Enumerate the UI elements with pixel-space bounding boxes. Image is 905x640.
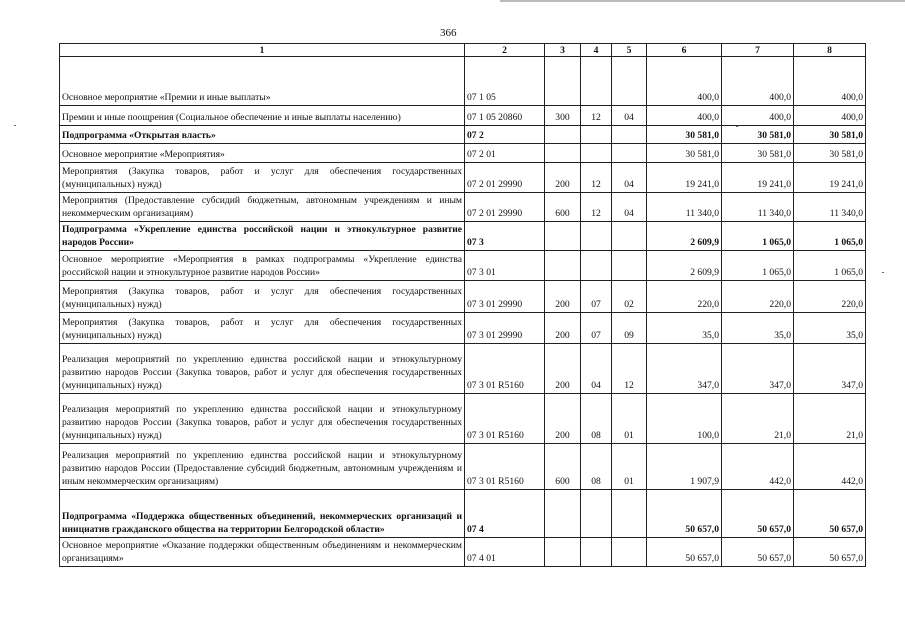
row-code: 07 3 [465, 222, 545, 251]
row-name: Реализация мероприятий по укреплению единства российской нации и этнокультурному развитию народов России (Закупка товаров, работ и услуг для обеспечения государственных (муниципальных) нужд) [60, 394, 465, 444]
row-amount-year1: 11 340,0 [647, 193, 722, 222]
row-section [581, 538, 612, 567]
scan-speck [736, 126, 738, 127]
row-amount-year1: 220,0 [647, 281, 722, 313]
row-amount-year3: 1 065,0 [794, 222, 866, 251]
row-amount-year2: 400,0 [722, 106, 794, 126]
row-section: 12 [581, 106, 612, 126]
row-code: 07 4 01 [465, 538, 545, 567]
table-row [60, 126, 866, 144]
row-name: Реализация мероприятий по укреплению единства российской нации и этнокультурному развитию народов России (Предоставление субсидий бюджетным, автономным учреждениям и иным некоммерческим организациям) [60, 444, 465, 490]
row-amount-year3: 21,0 [794, 394, 866, 444]
row-amount-year3: 50 657,0 [794, 490, 866, 538]
row-name: Основное мероприятие «Мероприятия» [60, 144, 465, 163]
row-name: Основное мероприятие «Оказание поддержки общественным объединениям и некоммерческим организациям» [60, 538, 465, 567]
row-amount-year1: 2 609,9 [647, 222, 722, 251]
row-amount-year2: 21,0 [722, 394, 794, 444]
table-row [60, 538, 866, 567]
row-amount-year3: 400,0 [794, 57, 866, 106]
table-row [60, 313, 866, 344]
col-header-6: 6 [647, 44, 722, 57]
row-expense-type: 300 [545, 106, 581, 126]
row-expense-type: 200 [545, 344, 581, 394]
row-section: 08 [581, 394, 612, 444]
row-amount-year3: 1 065,0 [794, 251, 866, 281]
row-expense-type [545, 144, 581, 163]
row-amount-year2: 35,0 [722, 313, 794, 344]
row-expense-type [545, 490, 581, 538]
scan-speck [882, 272, 884, 273]
row-expense-type [545, 251, 581, 281]
row-name: Подпрограмма «Укрепление единства российской нации и этнокультурное развитие народов России» [60, 222, 465, 251]
col-header-4: 4 [581, 44, 612, 57]
row-name: Премии и иные поощрения (Социальное обеспечение и иные выплаты населению) [60, 106, 465, 126]
row-code: 07 2 [465, 126, 545, 144]
row-expense-type: 200 [545, 394, 581, 444]
row-amount-year1: 35,0 [647, 313, 722, 344]
row-amount-year3: 35,0 [794, 313, 866, 344]
row-code: 07 2 01 [465, 144, 545, 163]
table-row [60, 281, 866, 313]
row-amount-year3: 220,0 [794, 281, 866, 313]
row-code: 07 3 01 R5160 [465, 444, 545, 490]
row-section [581, 251, 612, 281]
col-header-3: 3 [545, 44, 581, 57]
row-amount-year2: 1 065,0 [722, 251, 794, 281]
row-code: 07 3 01 [465, 251, 545, 281]
row-name: Мероприятия (Закупка товаров, работ и услуг для обеспечения государственных (муниципальных) нужд) [60, 313, 465, 344]
table-row [60, 251, 866, 281]
row-amount-year2: 442,0 [722, 444, 794, 490]
row-amount-year1: 50 657,0 [647, 538, 722, 567]
column-number-row [60, 44, 866, 57]
row-amount-year3: 50 657,0 [794, 538, 866, 567]
table-row [60, 106, 866, 126]
row-name: Подпрограмма «Поддержка общественных объединений, некоммерческих организаций и инициатив гражданского общества на территории Белгородской области» [60, 490, 465, 538]
row-section: 08 [581, 444, 612, 490]
col-header-7: 7 [722, 44, 794, 57]
row-amount-year1: 400,0 [647, 106, 722, 126]
scan-speck [14, 125, 16, 126]
row-amount-year3: 30 581,0 [794, 144, 866, 163]
row-subsection: 02 [612, 281, 647, 313]
row-amount-year1: 100,0 [647, 394, 722, 444]
row-section: 12 [581, 193, 612, 222]
row-code: 07 1 05 20860 [465, 106, 545, 126]
row-amount-year1: 347,0 [647, 344, 722, 394]
row-code: 07 3 01 29990 [465, 313, 545, 344]
row-amount-year2: 30 581,0 [722, 144, 794, 163]
row-amount-year2: 30 581,0 [722, 126, 794, 144]
col-header-8: 8 [794, 44, 866, 57]
row-expense-type: 200 [545, 281, 581, 313]
row-name: Основное мероприятие «Премии и иные выплаты» [60, 57, 465, 106]
row-amount-year3: 442,0 [794, 444, 866, 490]
row-amount-year2: 400,0 [722, 57, 794, 106]
table-row [60, 144, 866, 163]
row-subsection: 04 [612, 193, 647, 222]
row-expense-type: 600 [545, 193, 581, 222]
row-code: 07 4 [465, 490, 545, 538]
row-name: Подпрограмма «Открытая власть» [60, 126, 465, 144]
row-amount-year1: 19 241,0 [647, 163, 722, 193]
table-row [60, 344, 866, 394]
row-section: 07 [581, 281, 612, 313]
row-code: 07 3 01 R5160 [465, 344, 545, 394]
table-row [60, 222, 866, 251]
row-amount-year3: 19 241,0 [794, 163, 866, 193]
row-amount-year3: 400,0 [794, 106, 866, 126]
row-amount-year1: 30 581,0 [647, 144, 722, 163]
row-name: Реализация мероприятий по укреплению единства российской нации и этнокультурному развитию народов России (Закупка товаров, работ и услуг для обеспечения государственных (муниципальных) нужд) [60, 344, 465, 394]
row-code: 07 3 01 29990 [465, 281, 545, 313]
row-subsection: 01 [612, 444, 647, 490]
row-code: 07 3 01 R5160 [465, 394, 545, 444]
row-subsection: 01 [612, 394, 647, 444]
row-section [581, 126, 612, 144]
row-subsection: 12 [612, 344, 647, 394]
row-amount-year3: 11 340,0 [794, 193, 866, 222]
row-section: 12 [581, 163, 612, 193]
row-name: Мероприятия (Закупка товаров, работ и услуг для обеспечения государственных (муниципальных) нужд) [60, 163, 465, 193]
row-section: 04 [581, 344, 612, 394]
row-subsection [612, 57, 647, 106]
row-subsection [612, 490, 647, 538]
row-subsection [612, 251, 647, 281]
row-subsection [612, 222, 647, 251]
row-amount-year2: 50 657,0 [722, 538, 794, 567]
row-amount-year1: 30 581,0 [647, 126, 722, 144]
row-amount-year1: 1 907,9 [647, 444, 722, 490]
table-row [60, 193, 866, 222]
row-subsection: 04 [612, 163, 647, 193]
row-subsection [612, 126, 647, 144]
row-subsection [612, 144, 647, 163]
row-subsection [612, 538, 647, 567]
row-amount-year1: 2 609,9 [647, 251, 722, 281]
table-row [60, 57, 866, 106]
table-row [60, 394, 866, 444]
row-amount-year3: 347,0 [794, 344, 866, 394]
row-amount-year2: 19 241,0 [722, 163, 794, 193]
top-scan-rule [500, 0, 905, 2]
table-row [60, 444, 866, 490]
row-code: 07 2 01 29990 [465, 193, 545, 222]
row-subsection: 04 [612, 106, 647, 126]
row-expense-type [545, 222, 581, 251]
col-header-2: 2 [465, 44, 545, 57]
row-expense-type: 600 [545, 444, 581, 490]
row-expense-type: 200 [545, 313, 581, 344]
budget-table [59, 43, 866, 567]
row-amount-year3: 30 581,0 [794, 126, 866, 144]
row-amount-year2: 220,0 [722, 281, 794, 313]
row-name: Основное мероприятие «Мероприятия в рамках подпрограммы «Укрепление единства российской нации и этнокультурное развитие народов России» [60, 251, 465, 281]
row-name: Мероприятия (Предоставление субсидий бюджетным, автономным учреждениям и иным некоммерческим организациям) [60, 193, 465, 222]
row-expense-type [545, 57, 581, 106]
row-code: 07 1 05 [465, 57, 545, 106]
row-amount-year2: 347,0 [722, 344, 794, 394]
row-section [581, 144, 612, 163]
row-section [581, 490, 612, 538]
row-subsection: 09 [612, 313, 647, 344]
table-row [60, 490, 866, 538]
row-expense-type: 200 [545, 163, 581, 193]
row-section: 07 [581, 313, 612, 344]
row-amount-year2: 11 340,0 [722, 193, 794, 222]
page-number: 366 [440, 27, 457, 39]
row-section [581, 57, 612, 106]
row-code: 07 2 01 29990 [465, 163, 545, 193]
table-row [60, 163, 866, 193]
row-amount-year1: 400,0 [647, 57, 722, 106]
row-expense-type [545, 538, 581, 567]
row-amount-year2: 1 065,0 [722, 222, 794, 251]
row-amount-year1: 50 657,0 [647, 490, 722, 538]
row-amount-year2: 50 657,0 [722, 490, 794, 538]
row-section [581, 222, 612, 251]
row-expense-type [545, 126, 581, 144]
row-name: Мероприятия (Закупка товаров, работ и услуг для обеспечения государственных (муниципальных) нужд) [60, 281, 465, 313]
col-header-5: 5 [612, 44, 647, 57]
col-header-1: 1 [60, 44, 465, 57]
